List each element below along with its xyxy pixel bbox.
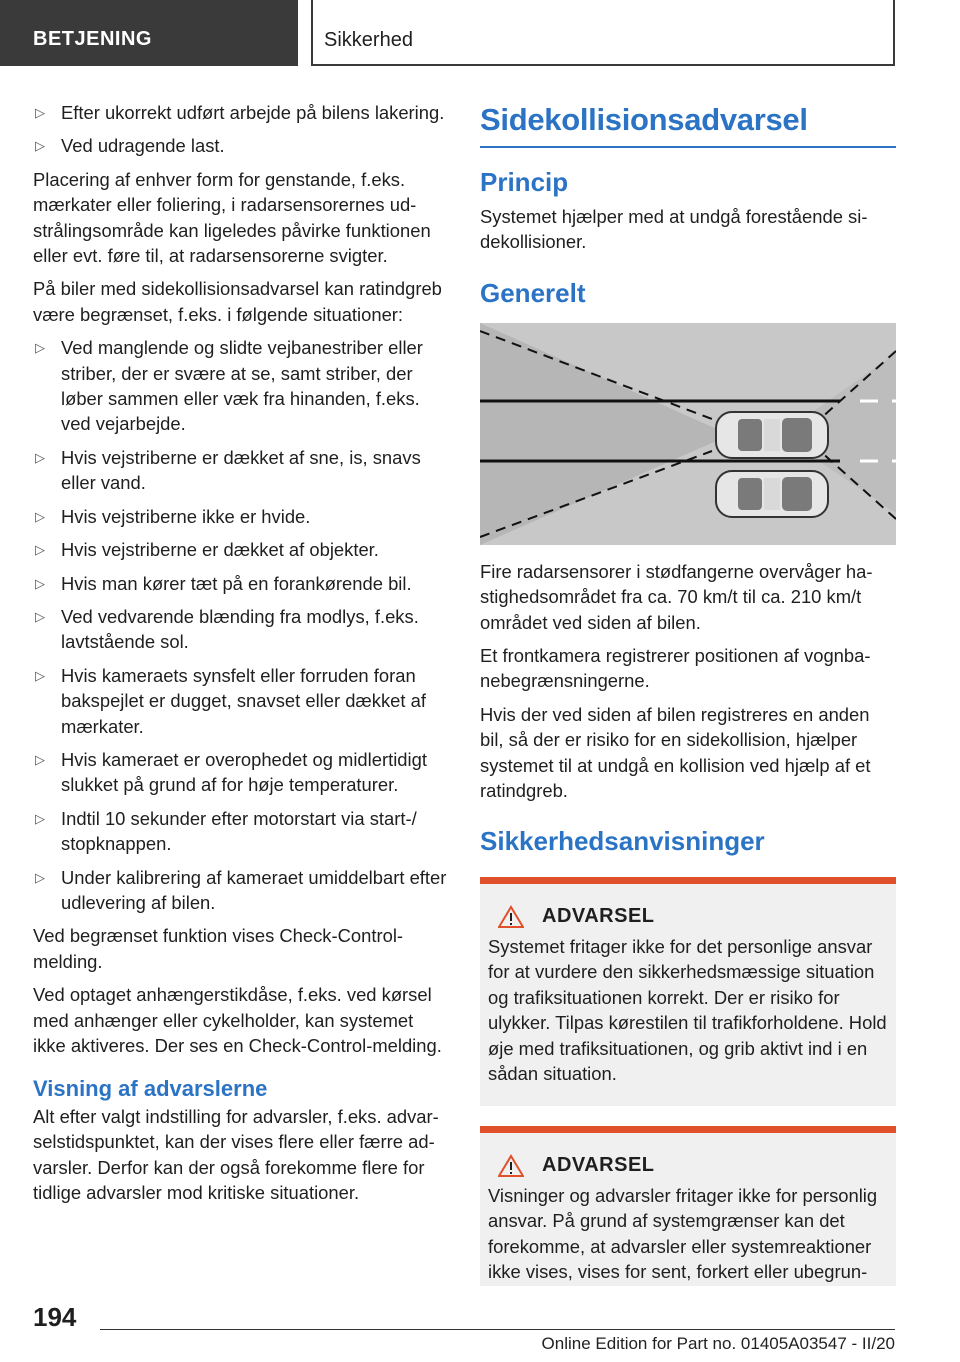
list-item: ▷ Efter ukorrekt udført arbejde på bilens lakering. <box>33 100 449 125</box>
section-heading: Visning af advarslerne <box>33 1076 268 1102</box>
bullet-list-a <box>33 100 449 159</box>
warning-title: ADVARSEL <box>542 905 655 928</box>
adjacent-car <box>716 471 828 517</box>
warning-box <box>480 1126 896 1286</box>
list-item: ▷ Hvis man kører tæt på en forankørende bil. <box>33 571 449 596</box>
right-column <box>480 100 896 1286</box>
section-label: BETJENING <box>33 28 152 50</box>
ego-car <box>716 412 828 458</box>
list-item: ▷ Hvis kameraets synsfelt eller forruden foran bakspejlet er dugget, snavset eller dækket af mærkater. <box>35 664 426 737</box>
triangle-right-icon: ▷ <box>35 508 45 524</box>
triangle-right-icon: ▷ <box>35 575 45 591</box>
triangle-right-icon: ▷ <box>35 138 45 154</box>
bullet-list-b <box>33 335 449 915</box>
paragraph: Hvis der ved siden af bilen registreres en anden bil, så der er risiko for en sidekollision, hjælper systemet til at undgå en kollision ved hjælp af et ratindgreb. <box>480 703 871 802</box>
paragraph: Systemet hjælper med at undgå forestående sidekollisioner. <box>480 206 868 253</box>
warning-header <box>498 1153 888 1178</box>
triangle-right-icon: ▷ <box>35 751 45 767</box>
warning-box <box>480 877 896 1106</box>
paragraph: Placering af enhver form for genstande, f.eks. mærkater eller foliering, i radarsensorernes udstrålingsområde kan ligeledes påvirke funktionen eller evt. føre til, at radarsensorerne svigter. <box>33 168 431 267</box>
page-header <box>0 0 960 66</box>
warning-text: Visninger og advarsler fritager ikke for personlig ansvar. På grund af systemgrænser kan det forekomme, at advarsler eller systemreaktioner ikke vises, vises for sent, forkert eller ubegrun- <box>488 1184 878 1282</box>
paragraph: Ved optaget anhængerstikdåse, f.eks. ved kørsel med anhænger eller cykelholder, kan systemet ikke aktiveres. Der ses en Check-Control-melding. <box>33 984 442 1056</box>
road-diagram <box>480 323 896 545</box>
warning-triangle-icon <box>498 905 524 929</box>
list-item: ▷ Indtil 10 sekunder efter motorstart via start-/ stopknappen. <box>35 807 417 855</box>
section-tab <box>0 0 298 66</box>
triangle-right-icon: ▷ <box>35 449 45 465</box>
header-right-edge <box>893 0 895 66</box>
warning-title: ADVARSEL <box>542 1154 655 1177</box>
header-underline <box>311 64 895 66</box>
lane-illustration <box>480 323 896 545</box>
list-item: ▷ Hvis kameraet er overophedet og midlertidigt slukket på grund af for høje temperaturer. <box>35 748 427 796</box>
section-heading: Generelt <box>480 277 586 308</box>
paragraph: Et frontkamera registrerer positionen af vognbanebegrænsningerne. <box>480 645 871 692</box>
chapter-label: Sikkerhed <box>324 29 413 51</box>
list-item: ▷ Under kalibrering af kameraet umiddelbart efter udlevering af bilen. <box>35 866 447 913</box>
page-title: Sidekollisionsadvarsel <box>480 100 896 148</box>
paragraph: Fire radarsensorer i stødfangerne overvåger hastighedsområdet fra ca. 70 km/t til ca. 210 km/t området ved siden af bilen. <box>480 560 873 633</box>
list-item: ▷ Ved udragende last. <box>33 133 449 158</box>
list-item: ▷ Hvis vejstriberne ikke er hvide. <box>33 504 449 529</box>
warning-header <box>498 904 888 929</box>
triangle-right-icon: ▷ <box>35 667 45 683</box>
triangle-right-icon: ▷ <box>35 608 45 624</box>
list-item: ▷ Ved vedvarende blænding fra modlys, f.eks. lavtstående sol. <box>35 605 419 653</box>
triangle-right-icon: ▷ <box>35 105 45 120</box>
paragraph: På biler med sidekollisionsadvarsel kan ratindgreb være begrænset, f.eks. i følgende situationer: <box>33 278 442 325</box>
triangle-right-icon: ▷ <box>35 542 45 558</box>
triangle-right-icon: ▷ <box>35 810 45 826</box>
section-heading: Princip <box>480 167 569 197</box>
edition-label: Online Edition for Part no. 01405A03547 - II/20 <box>541 1334 895 1353</box>
list-item: ▷ Hvis vejstriberne er dækket af objekter. <box>33 537 449 562</box>
triangle-right-icon: ▷ <box>35 869 45 885</box>
paragraph: Alt efter valgt indstilling for advarsler, f.eks. advarselstidspunktet, kan der vises flere eller færre advarsler. Derfor kan der også forekomme flere for tidlige advarsler mod kritiske situationer. <box>33 1105 439 1204</box>
header-divider <box>311 0 313 66</box>
section-heading: Sikkerhedsanvisninger <box>480 826 765 857</box>
warning-triangle-icon <box>498 1154 524 1178</box>
list-item: ▷ Hvis vejstriberne er dækket af sne, is, snavs eller vand. <box>35 446 421 494</box>
list-item: ▷ Ved manglende og slidte vejbanestriber eller striber, der er svære at se, samt striber, der løber sammen eller væk fra hinanden, f.eks. ved vejarbejde. <box>35 337 423 435</box>
triangle-right-icon: ▷ <box>35 340 45 356</box>
left-column <box>33 100 449 1213</box>
paragraph: Ved begrænset funktion vises Check-Control-melding. <box>33 925 404 972</box>
page-number: 194 <box>33 1302 77 1332</box>
footer-line <box>100 1329 895 1330</box>
warning-text: Systemet fritager ikke for det personlige ansvar for at vurdere den sikkerhedsmæssige situation og trafiksituationen korrekt. Der er risiko for ulykker. Tilpas kørestilen til trafikforholdene. Hold øje med trafiksituationen, og grib aktivt ind i en sådan situation. <box>488 935 887 1084</box>
